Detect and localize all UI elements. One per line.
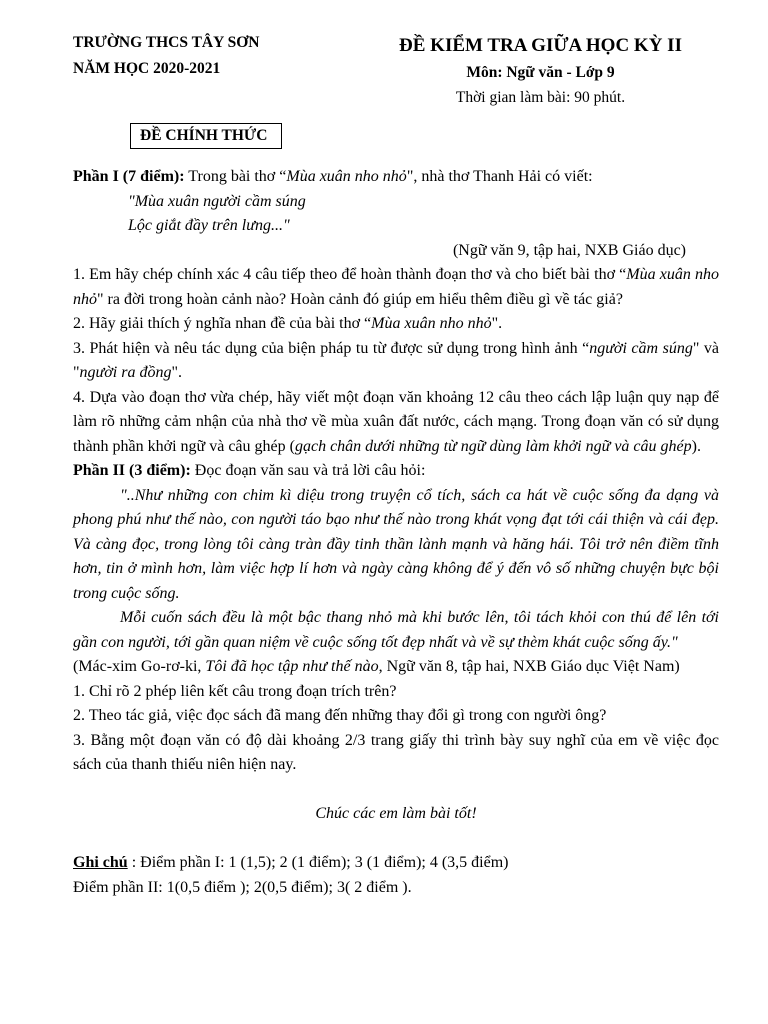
- q3-image-1: người cầm súng: [589, 339, 693, 357]
- q3-text: 3. Phát hiện và nêu tác dụng của biện pháp tu từ được sử dụng trong hình ảnh “: [73, 339, 590, 357]
- poem-line-1: "Mùa xuân người cầm súng: [128, 192, 306, 210]
- note-line-2: Điểm phần II: 1(0,5 điểm ); 2(0,5 điểm); 3( 2 điểm ).: [73, 878, 412, 896]
- exam-title: ĐỀ KIỂM TRA GIỮA HỌC KỲ II: [399, 35, 682, 56]
- part2-intro-text: Đọc đoạn văn sau và trả lời câu hỏi:: [190, 462, 426, 479]
- part1-intro-text-end: ", nhà thơ Thanh Hải có viết:: [406, 168, 593, 185]
- note-text-1: : Điểm phần I: 1 (1,5); 2 (1 điểm); 3 (1 điểm); 4 (3,5 điểm): [127, 854, 509, 871]
- official-label: ĐỀ CHÍNH THỨC: [130, 123, 282, 149]
- q3-text-end: ".: [171, 364, 182, 381]
- good-luck-message: Chúc các em làm bài tốt!: [315, 804, 477, 822]
- q3-text-mid: " và ": [73, 339, 719, 381]
- q4-text-end: ).: [691, 437, 701, 455]
- school-year: NĂM HỌC 2020-2021: [73, 60, 221, 77]
- part2-heading: Phần II (3 điểm):: [73, 462, 191, 479]
- excerpt-paragraph-2: Mỗi cuốn sách đều là một bậc thang nhỏ mà khi bước lên, tôi tách khỏi con thú để lên tới gần con người, tới gần quan niệm về cuộc sống tốt đẹp nhất và về sự thèm khát cuộc sống ấy.": [73, 609, 719, 651]
- poem-source: (Ngữ văn 9, tập hai, NXB Giáo dục): [452, 241, 686, 259]
- exam-info: [373, 32, 708, 110]
- source-author: (Mác-xim Go-rơ-ki,: [73, 658, 206, 675]
- q1-text: 1. Em hãy chép chính xác 4 câu tiếp theo để hoàn thành đoạn thơ và cho biết bài thơ “: [73, 266, 627, 283]
- part1-heading: Phần I (7 điểm):: [73, 168, 185, 185]
- q4-instruction: gạch chân dưới những từ ngữ dùng làm khởi ngữ và câu ghép: [294, 437, 692, 455]
- part2-question-1: 1. Chỉ rõ 2 phép liên kết câu trong đoạn trích trên?: [73, 682, 397, 700]
- document-header: [73, 30, 719, 112]
- school-info: [73, 30, 259, 82]
- part1-question-2: [73, 312, 719, 337]
- q4-text: 4. Dựa vào đoạn thơ vừa chép, hãy viết một đoạn văn khoảng 12 câu theo cách lập luận quy nạp để làm rõ những cảm nhận của nhà thơ về mùa xuân đất nước, cách mạng. Trong đoạn văn có sử dụng thành phần khởi ngữ và câu ghép (: [73, 388, 719, 455]
- part2-question-2: 2. Theo tác giả, việc đọc sách đã mang đến những thay đổi gì trong con người ông?: [73, 707, 607, 724]
- note-line-1: [73, 851, 719, 876]
- excerpt-paragraph-1: "..Như những con chim kì diệu trong truyện cổ tích, sách ca hát về cuộc sống đa dạng và phong phú như thế nào, con người táo bạo như thế nào trong khát vọng đạt tới cái thiện và cái đẹp. Và càng đọc, trong lòng tôi càng tràn đầy tinh thần lành mạnh và hăng hái. Tôi trở nên điềm tĩnh hơn, tin ở mình hơn, làm việc hợp lí hơn và ngày càng không để ý đến vô số những chuyện bực bội trong cuộc sống.: [73, 486, 719, 602]
- source-title: Tôi đã học tập như thế nào: [205, 658, 379, 675]
- q1-title: Mùa xuân nho nhỏ: [73, 266, 719, 308]
- part2-question-3: 3. Bằng một đoạn văn có độ dài khoảng 2/3 trang giấy thi trình bày suy nghĩ của em về việc đọc sách của thanh thiếu niên hiện nay.: [73, 731, 719, 773]
- note-label: Ghi chú: [73, 854, 128, 871]
- exam-time: Thời gian làm bài: 90 phút.: [455, 89, 626, 106]
- exam-page: [73, 30, 719, 900]
- part1-question-3: [73, 337, 719, 386]
- poem-line-2: Lộc giắt đầy trên lưng...": [128, 217, 290, 234]
- part1-question-4: [73, 386, 719, 460]
- q1-text-end: " ra đời trong hoàn cảnh nào? Hoàn cảnh đó giúp em hiểu thêm điều gì về tác giả?: [97, 290, 623, 308]
- part1-question-1: [73, 263, 719, 312]
- exam-subject: Môn: Ngữ văn - Lớp 9: [466, 64, 615, 81]
- q3-image-2: người ra đồng: [79, 364, 172, 381]
- source-book: , Ngữ văn 8, tập hai, NXB Giáo dục Việt Nam): [378, 658, 680, 675]
- excerpt-source: [73, 655, 719, 680]
- q2-text: 2. Hãy giải thích ý nghĩa nhan đề của bài thơ “: [73, 315, 372, 332]
- part1-intro-text: Trong bài thơ “: [184, 168, 287, 185]
- part2-intro: [73, 459, 719, 484]
- poem-title: Mùa xuân nho nhỏ: [286, 168, 407, 185]
- q2-title: Mùa xuân nho nhỏ: [371, 315, 492, 332]
- school-name: TRƯỜNG THCS TÂY SƠN: [73, 34, 260, 51]
- part1-intro: [73, 165, 719, 190]
- q2-text-end: ".: [491, 315, 503, 332]
